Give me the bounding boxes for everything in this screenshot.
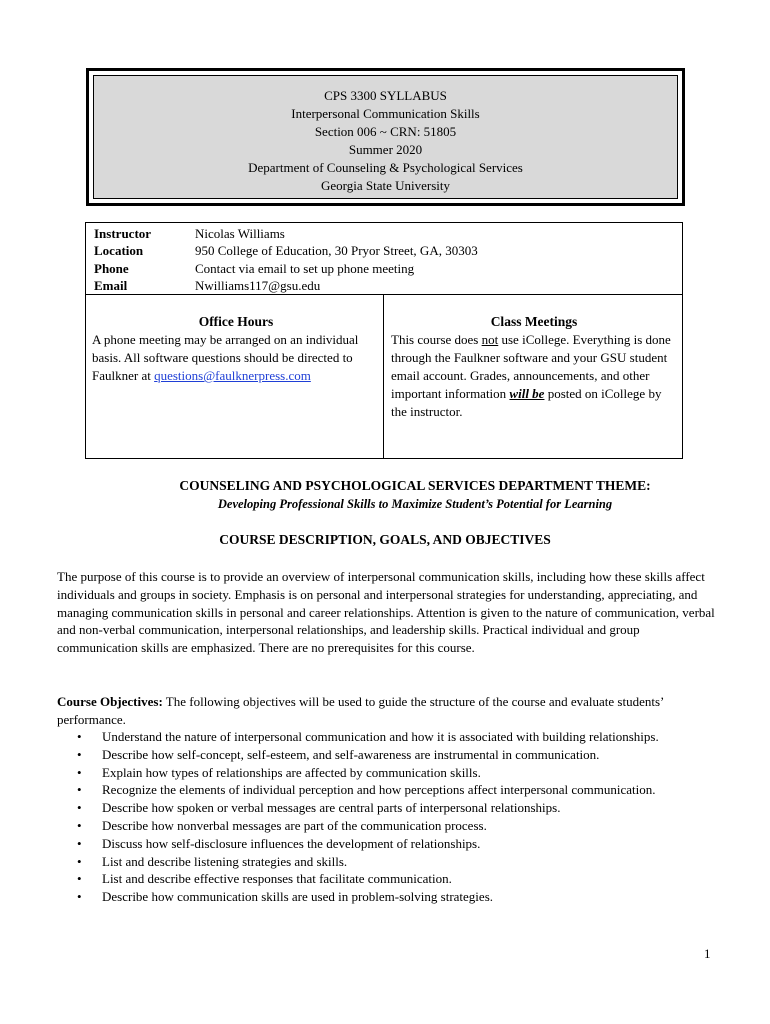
phone-value: Contact via email to set up phone meeting — [195, 261, 415, 276]
email-value: Nwilliams117@gsu.edu — [195, 278, 321, 293]
department-theme-subtitle: Developing Professional Skills to Maximize Student’s Potential for Learning — [217, 497, 613, 511]
class-meetings-not: not — [481, 332, 499, 347]
office-hours-cell — [92, 294, 380, 458]
objective-item — [57, 746, 717, 764]
course-objectives-label: Course Objectives: — [57, 694, 163, 709]
objective-text: Describe how spoken or verbal messages are central parts of interpersonal relationships. — [102, 800, 561, 816]
objective-item — [57, 781, 717, 799]
objective-text: Recognize the elements of individual perception and how perceptions affect interpersonal communication. — [102, 782, 656, 798]
objective-item — [57, 853, 717, 871]
objective-item — [57, 835, 717, 853]
location-label: Location — [94, 243, 144, 258]
objective-text: Describe how nonverbal messages are part of the communication process. — [102, 817, 487, 833]
bullet-icon: • — [77, 729, 82, 744]
class-meetings-text — [391, 331, 677, 421]
office-hours-body: A phone meeting may be arranged on an individual basis. All software questions should be directed to Faulkner at — [92, 332, 359, 383]
objective-item — [57, 764, 717, 782]
bullet-icon: • — [77, 853, 82, 869]
bullet-icon: • — [77, 889, 82, 905]
class-meetings-text-b: use iCollege. Everything is done through the Faulkner software and your GSU student email account. Grades, announcements, and other important information — [391, 332, 671, 401]
bullet-icon: • — [77, 746, 82, 762]
objective-item — [57, 870, 717, 888]
objective-item — [57, 817, 717, 835]
bullet-icon: • — [77, 817, 82, 833]
course-description: The purpose of this course is to provide an overview of interpersonal communication skills, including how these skills affect individuals and groups in society. Emphasis is on personal and interpersonal strategies for understanding, appreciating, and managing communication skills in personal and career relationships. Attention is given to the nature of communication, verbal and non-verbal communication, interpersonal relationships, and leadership skills. Practical individual and group communication skills are emphasized. There are no prerequisites for this course. — [57, 569, 715, 656]
department-theme-title: COUNSELING AND PSYCHOLOGICAL SERVICES DEPARTMENT THEME: — [179, 478, 651, 493]
class-meetings-title: Class Meetings — [490, 314, 578, 329]
phone-label: Phone — [94, 261, 129, 276]
bullet-icon: • — [77, 835, 82, 851]
syllabus-header-box — [86, 68, 685, 206]
objective-item — [57, 799, 717, 817]
course-university: Georgia State University — [320, 178, 450, 193]
class-meetings-cell — [391, 294, 677, 458]
objective-text: Understand the nature of interpersonal communication and how it is associated with building relationships. — [102, 729, 659, 744]
objective-text: Discuss how self-disclosure influences the development of relationships. — [102, 835, 481, 851]
objective-text: Describe how self-concept, self-esteem, and self-awareness are instrumental in communication. — [102, 746, 600, 762]
objective-text: List and describe effective responses that facilitate communication. — [102, 871, 452, 887]
course-section: Section 006 ~ CRN: 51805 — [314, 124, 457, 139]
course-objectives-intro — [57, 693, 717, 729]
email-label: Email — [94, 278, 128, 293]
class-meetings-text-a: This course does — [391, 332, 482, 347]
objective-text: Describe how communication skills are used in problem-solving strategies. — [102, 889, 493, 905]
objectives-list — [57, 728, 717, 906]
class-meetings-text-c: posted on iCollege by the instructor. — [391, 386, 662, 419]
syllabus-header-lines — [94, 87, 677, 195]
syllabus-header-inner — [93, 75, 678, 199]
instructor-info-table — [85, 222, 683, 459]
course-term: Summer 2020 — [348, 142, 423, 157]
instructor-value: Nicolas Williams — [195, 226, 285, 241]
office-hours-title: Office Hours — [198, 314, 274, 329]
objective-text: Explain how types of relationships are affected by communication skills. — [102, 764, 481, 780]
course-department: Department of Counseling & Psychological Services — [248, 160, 523, 175]
course-objectives-text: The following objectives will be used to guide the structure of the course and evaluate students’ performance. — [57, 694, 664, 727]
bullet-icon: • — [77, 800, 82, 816]
bullet-icon: • — [77, 764, 82, 780]
course-description-heading: COURSE DESCRIPTION, GOALS, AND OBJECTIVES — [219, 532, 551, 547]
bullet-icon: • — [77, 871, 82, 887]
class-meetings-will-be: will be — [509, 386, 545, 401]
table-divider-vertical — [383, 294, 384, 458]
office-hours-text — [92, 331, 380, 385]
course-code: CPS 3300 SYLLABUS — [324, 88, 447, 103]
location-value: 950 College of Education, 30 Pryor Street, GA, 30303 — [195, 243, 478, 258]
objective-item — [57, 728, 717, 746]
bullet-icon: • — [77, 782, 82, 798]
course-title: Interpersonal Communication Skills — [291, 106, 480, 121]
objective-text: List and describe listening strategies and skills. — [102, 853, 348, 869]
instructor-label: Instructor — [94, 226, 152, 241]
objective-item — [57, 888, 717, 906]
page-number: 1 — [704, 946, 711, 961]
faulkner-email-link[interactable]: questions@faulknerpress.com — [154, 368, 311, 383]
